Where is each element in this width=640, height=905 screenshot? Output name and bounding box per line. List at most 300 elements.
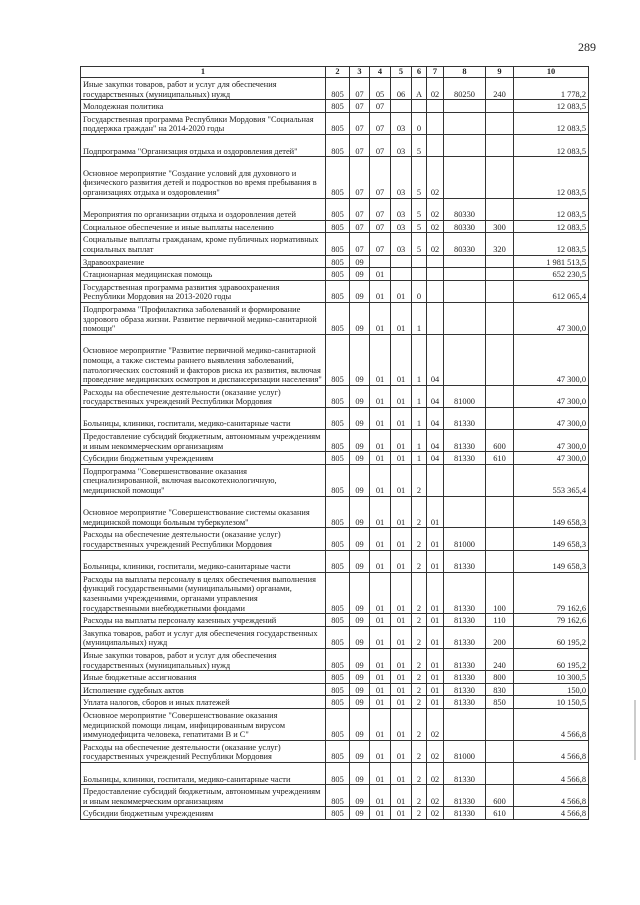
table-row [81, 100, 589, 113]
code-cell [486, 268, 514, 281]
code-cell: 01 [370, 696, 391, 709]
code-cell: 01 [370, 807, 391, 820]
code-cell: 09 [350, 807, 370, 820]
table-row [81, 157, 589, 198]
row-name: Больницы, клиники, госпитали, медико-санитарные части [81, 550, 326, 572]
code-cell [486, 385, 514, 407]
code-cell [427, 302, 444, 334]
table-row [81, 452, 589, 465]
header-cell: 9 [486, 67, 514, 78]
code-cell [486, 550, 514, 572]
code-cell: 2 [412, 648, 427, 670]
code-cell: 81330 [444, 626, 486, 648]
header-cell: 3 [350, 67, 370, 78]
header-cell: 7 [427, 67, 444, 78]
code-cell [427, 464, 444, 496]
code-cell [486, 134, 514, 156]
code-cell: 2 [412, 807, 427, 820]
table-row [81, 807, 589, 820]
code-cell [412, 255, 427, 268]
code-cell: 805 [326, 785, 350, 807]
row-name: Основное мероприятие "Совершенствование системы оказания медицинской помощи больным туберкулезом" [81, 496, 326, 528]
row-name: Больницы, клиники, госпитали, медико-санитарные части [81, 407, 326, 429]
amount-cell: 12 083,5 [514, 220, 589, 233]
code-cell: 240 [486, 78, 514, 100]
code-cell: 02 [427, 78, 444, 100]
code-cell: 01 [370, 762, 391, 784]
amount-cell: 4 566,8 [514, 762, 589, 784]
row-name: Расходы на выплаты персоналу в целях обеспечения выполнения функций государственными (муниципальными) органами, казенными учреждениями, органами управления государственными внебюджетными фондами [81, 572, 326, 613]
table-row [81, 708, 589, 740]
code-cell: 01 [370, 626, 391, 648]
amount-cell: 149 658,3 [514, 528, 589, 550]
code-cell: 03 [391, 134, 412, 156]
amount-cell: 149 658,3 [514, 496, 589, 528]
code-cell: 01 [427, 648, 444, 670]
code-cell: 01 [427, 496, 444, 528]
code-cell: 2 [412, 671, 427, 684]
code-cell [486, 280, 514, 302]
code-cell: 805 [326, 740, 350, 762]
code-cell: 805 [326, 302, 350, 334]
code-cell [427, 134, 444, 156]
code-cell: 805 [326, 671, 350, 684]
code-cell: 07 [370, 198, 391, 220]
code-cell: 805 [326, 280, 350, 302]
code-cell: 07 [370, 157, 391, 198]
code-cell: 81330 [444, 614, 486, 627]
code-cell: 2 [412, 496, 427, 528]
code-cell [486, 198, 514, 220]
code-cell: 01 [370, 430, 391, 452]
code-cell: 09 [350, 280, 370, 302]
code-cell: 01 [370, 671, 391, 684]
code-cell: 01 [370, 572, 391, 613]
code-cell: 09 [350, 334, 370, 385]
code-cell: 07 [350, 157, 370, 198]
code-cell: 01 [391, 648, 412, 670]
table-row [81, 302, 589, 334]
code-cell: 01 [370, 708, 391, 740]
code-cell [486, 528, 514, 550]
code-cell: 610 [486, 807, 514, 820]
code-cell [427, 255, 444, 268]
code-cell [486, 407, 514, 429]
table-row [81, 280, 589, 302]
code-cell: 805 [326, 255, 350, 268]
code-cell: 07 [350, 100, 370, 113]
amount-cell: 612 065,4 [514, 280, 589, 302]
code-cell: 81330 [444, 572, 486, 613]
code-cell: 01 [370, 785, 391, 807]
code-cell [391, 100, 412, 113]
code-cell: 81330 [444, 785, 486, 807]
code-cell: 2 [412, 614, 427, 627]
code-cell: 07 [350, 233, 370, 255]
amount-cell: 12 083,5 [514, 198, 589, 220]
code-cell: 07 [350, 198, 370, 220]
table-row [81, 671, 589, 684]
code-cell: 09 [350, 785, 370, 807]
table-row [81, 464, 589, 496]
row-name: Субсидии бюджетным учреждениям [81, 807, 326, 820]
code-cell: 805 [326, 112, 350, 134]
code-cell: 01 [370, 648, 391, 670]
code-cell: 1 [412, 407, 427, 429]
code-cell: 09 [350, 696, 370, 709]
code-cell: 81330 [444, 550, 486, 572]
code-cell: 01 [427, 572, 444, 613]
header-cell: 1 [81, 67, 326, 78]
code-cell: 01 [391, 407, 412, 429]
code-cell [444, 464, 486, 496]
row-name: Социальные выплаты гражданам, кроме публичных нормативных социальных выплат [81, 233, 326, 255]
table-row [81, 407, 589, 429]
code-cell [486, 100, 514, 113]
code-cell: 01 [391, 683, 412, 696]
row-name: Иные закупки товаров, работ и услуг для обеспечения государственных (муниципальных) нужд [81, 648, 326, 670]
code-cell: 805 [326, 696, 350, 709]
code-cell: 805 [326, 708, 350, 740]
code-cell: 805 [326, 648, 350, 670]
code-cell: 01 [391, 430, 412, 452]
code-cell [444, 134, 486, 156]
code-cell: 81330 [444, 648, 486, 670]
code-cell: 01 [391, 807, 412, 820]
row-name: Стационарная медицинская помощь [81, 268, 326, 281]
code-cell: 07 [350, 112, 370, 134]
code-cell: 300 [486, 220, 514, 233]
code-cell: 01 [370, 452, 391, 465]
code-cell: 02 [427, 740, 444, 762]
code-cell: 01 [370, 385, 391, 407]
table-row [81, 740, 589, 762]
row-name: Мероприятия по организации отдыха и оздоровления детей [81, 198, 326, 220]
code-cell: 800 [486, 671, 514, 684]
table-row [81, 572, 589, 613]
table-row [81, 385, 589, 407]
edge-mark [634, 700, 636, 760]
code-cell: 02 [427, 157, 444, 198]
amount-cell: 79 162,6 [514, 572, 589, 613]
code-cell: А [412, 78, 427, 100]
row-name: Государственная программа Республики Мордовия "Социальная поддержка граждан" на 2014-2020 годы [81, 112, 326, 134]
code-cell: 09 [350, 708, 370, 740]
code-cell: 805 [326, 614, 350, 627]
code-cell: 01 [391, 696, 412, 709]
code-cell: 07 [370, 220, 391, 233]
code-cell: 01 [427, 550, 444, 572]
row-name: Основное мероприятие "Совершенствование оказания медицинской помощи лицам, инфицированным вирусом иммунодефицита человека, гепатитами В и С" [81, 708, 326, 740]
code-cell: 81000 [444, 385, 486, 407]
code-cell: 80330 [444, 198, 486, 220]
code-cell: 09 [350, 268, 370, 281]
code-cell: 09 [350, 385, 370, 407]
row-name: Предоставление субсидий бюджетным, автономным учреждениям и иным некоммерческим организациям [81, 785, 326, 807]
code-cell [486, 157, 514, 198]
code-cell: 805 [326, 464, 350, 496]
amount-cell: 47 300,0 [514, 452, 589, 465]
page-number: 289 [578, 40, 596, 54]
table-row [81, 430, 589, 452]
code-cell: 805 [326, 233, 350, 255]
code-cell: 09 [350, 496, 370, 528]
code-cell: 805 [326, 496, 350, 528]
code-cell: 81330 [444, 452, 486, 465]
code-cell: 805 [326, 683, 350, 696]
code-cell: 2 [412, 708, 427, 740]
code-cell: 01 [370, 407, 391, 429]
code-cell [486, 302, 514, 334]
amount-cell: 47 300,0 [514, 430, 589, 452]
code-cell: 09 [350, 255, 370, 268]
code-cell: 02 [427, 220, 444, 233]
code-cell: 805 [326, 572, 350, 613]
row-name: Расходы на обеспечение деятельности (оказание услуг) государственных учреждений Республики Мордовия [81, 528, 326, 550]
code-cell: 01 [391, 740, 412, 762]
code-cell: 805 [326, 100, 350, 113]
code-cell: 830 [486, 683, 514, 696]
amount-cell: 60 195,2 [514, 626, 589, 648]
code-cell: 805 [326, 528, 350, 550]
code-cell: 600 [486, 785, 514, 807]
code-cell [427, 112, 444, 134]
amount-cell: 60 195,2 [514, 648, 589, 670]
code-cell: 200 [486, 626, 514, 648]
code-cell: 01 [391, 614, 412, 627]
table-row [81, 255, 589, 268]
table-row [81, 614, 589, 627]
code-cell: 2 [412, 785, 427, 807]
row-name: Социальное обеспечение и иные выплаты населению [81, 220, 326, 233]
code-cell: 1 [412, 452, 427, 465]
row-name: Молодежная политика [81, 100, 326, 113]
code-cell: 01 [370, 740, 391, 762]
code-cell: 05 [370, 78, 391, 100]
code-cell: 04 [427, 452, 444, 465]
code-cell: 09 [350, 464, 370, 496]
code-cell: 850 [486, 696, 514, 709]
code-cell [486, 112, 514, 134]
row-name: Предоставление субсидий бюджетным, автономным учреждениям и иным некоммерческим организациям [81, 430, 326, 452]
code-cell: 01 [427, 528, 444, 550]
code-cell: 600 [486, 430, 514, 452]
code-cell: 5 [412, 134, 427, 156]
code-cell: 805 [326, 134, 350, 156]
code-cell [486, 464, 514, 496]
code-cell: 805 [326, 407, 350, 429]
header-cell: 8 [444, 67, 486, 78]
table-row [81, 233, 589, 255]
amount-cell: 12 083,5 [514, 233, 589, 255]
code-cell [444, 112, 486, 134]
code-cell [444, 157, 486, 198]
code-cell: 02 [427, 708, 444, 740]
code-cell: 81330 [444, 762, 486, 784]
code-cell: 01 [391, 626, 412, 648]
amount-cell: 4 566,8 [514, 807, 589, 820]
row-name: Подпрограмма "Профилактика заболеваний и формирование здорового образа жизни. Развитие первичной медико-санитарной помощи" [81, 302, 326, 334]
row-name: Иные бюджетные ассигнования [81, 671, 326, 684]
code-cell: 81330 [444, 696, 486, 709]
code-cell: 01 [427, 626, 444, 648]
code-cell: 09 [350, 430, 370, 452]
code-cell: 01 [391, 452, 412, 465]
code-cell: 1 [412, 302, 427, 334]
code-cell: 01 [427, 696, 444, 709]
code-cell: 2 [412, 550, 427, 572]
code-cell [486, 255, 514, 268]
amount-cell: 4 566,8 [514, 740, 589, 762]
code-cell: 805 [326, 268, 350, 281]
code-cell [427, 268, 444, 281]
amount-cell: 79 162,6 [514, 614, 589, 627]
amount-cell: 150,0 [514, 683, 589, 696]
code-cell: 09 [350, 762, 370, 784]
table-row [81, 496, 589, 528]
code-cell: 80330 [444, 233, 486, 255]
amount-cell: 10 300,5 [514, 671, 589, 684]
code-cell: 80250 [444, 78, 486, 100]
row-name: Расходы на обеспечение деятельности (оказание услуг) государственных учреждений Республики Мордовия [81, 740, 326, 762]
code-cell: 04 [427, 407, 444, 429]
code-cell: 2 [412, 528, 427, 550]
code-cell: 0 [412, 280, 427, 302]
code-cell: 01 [391, 550, 412, 572]
amount-cell: 553 365,4 [514, 464, 589, 496]
code-cell: 81330 [444, 807, 486, 820]
table-row [81, 648, 589, 670]
code-cell: 07 [370, 134, 391, 156]
table-row [81, 334, 589, 385]
code-cell: 01 [370, 268, 391, 281]
code-cell: 03 [391, 157, 412, 198]
code-cell [444, 708, 486, 740]
amount-cell: 47 300,0 [514, 385, 589, 407]
row-name: Здравоохранение [81, 255, 326, 268]
row-name: Уплата налогов, сборов и иных платежей [81, 696, 326, 709]
code-cell: 01 [370, 464, 391, 496]
code-cell: 2 [412, 740, 427, 762]
code-cell: 09 [350, 614, 370, 627]
code-cell [370, 255, 391, 268]
row-name: Основное мероприятие "Развитие первичной медико-санитарной помощи, а также системы раннего выявления заболеваний, патологических состояний и факторов риска их развития, включая проведение медицинских осмотров и диспансеризации населения" [81, 334, 326, 385]
table-row [81, 112, 589, 134]
row-name: Расходы на обеспечение деятельности (оказание услуг) государственных учреждений Республики Мордовия [81, 385, 326, 407]
code-cell: 01 [370, 683, 391, 696]
code-cell [412, 268, 427, 281]
row-name: Закупка товаров, работ и услуг для обеспечения государственных (муниципальных) нужд [81, 626, 326, 648]
code-cell: 805 [326, 430, 350, 452]
code-cell: 2 [412, 683, 427, 696]
code-cell: 09 [350, 740, 370, 762]
code-cell: 01 [391, 496, 412, 528]
code-cell: 2 [412, 696, 427, 709]
table-row [81, 528, 589, 550]
code-cell [412, 100, 427, 113]
header-cell: 6 [412, 67, 427, 78]
table-row [81, 550, 589, 572]
amount-cell: 4 566,8 [514, 785, 589, 807]
code-cell: 01 [427, 671, 444, 684]
header-cell: 2 [326, 67, 350, 78]
code-cell: 03 [391, 233, 412, 255]
row-name: Подпрограмма "Организация отдыха и оздоровления детей" [81, 134, 326, 156]
code-cell: 805 [326, 807, 350, 820]
code-cell: 81000 [444, 740, 486, 762]
code-cell: 01 [391, 785, 412, 807]
code-cell: 01 [391, 334, 412, 385]
code-cell: 07 [350, 134, 370, 156]
row-name: Субсидии бюджетным учреждениям [81, 452, 326, 465]
code-cell: 805 [326, 626, 350, 648]
code-cell: 1 [412, 334, 427, 385]
amount-cell: 1 981 513,5 [514, 255, 589, 268]
code-cell: 02 [427, 807, 444, 820]
code-cell: 01 [391, 671, 412, 684]
code-cell: 09 [350, 302, 370, 334]
code-cell: 03 [391, 112, 412, 134]
code-cell: 5 [412, 233, 427, 255]
code-cell: 5 [412, 157, 427, 198]
code-cell: 81330 [444, 407, 486, 429]
code-cell: 01 [391, 572, 412, 613]
table-row [81, 785, 589, 807]
code-cell: 03 [391, 198, 412, 220]
code-cell: 07 [370, 100, 391, 113]
code-cell: 07 [370, 233, 391, 255]
amount-cell: 12 083,5 [514, 157, 589, 198]
code-cell: 5 [412, 220, 427, 233]
code-cell: 100 [486, 572, 514, 613]
code-cell: 805 [326, 385, 350, 407]
table-row [81, 626, 589, 648]
code-cell [486, 334, 514, 385]
header-cell: 4 [370, 67, 391, 78]
code-cell: 09 [350, 626, 370, 648]
code-cell [486, 496, 514, 528]
code-cell: 80330 [444, 220, 486, 233]
amount-cell: 12 083,5 [514, 100, 589, 113]
amount-cell: 12 083,5 [514, 134, 589, 156]
code-cell: 04 [427, 334, 444, 385]
code-cell [444, 255, 486, 268]
amount-cell: 1 778,2 [514, 78, 589, 100]
row-name: Расходы на выплаты персоналу казенных учреждений [81, 614, 326, 627]
code-cell: 09 [350, 683, 370, 696]
code-cell: 01 [427, 683, 444, 696]
code-cell: 0 [412, 112, 427, 134]
code-cell: 09 [350, 671, 370, 684]
code-cell [444, 496, 486, 528]
code-cell: 610 [486, 452, 514, 465]
code-cell: 1 [412, 430, 427, 452]
code-cell: 01 [391, 302, 412, 334]
code-cell: 110 [486, 614, 514, 627]
code-cell: 805 [326, 220, 350, 233]
amount-cell: 47 300,0 [514, 407, 589, 429]
code-cell: 01 [370, 550, 391, 572]
code-cell: 07 [350, 78, 370, 100]
code-cell: 01 [370, 302, 391, 334]
amount-cell: 12 083,5 [514, 112, 589, 134]
code-cell: 81330 [444, 430, 486, 452]
code-cell [444, 334, 486, 385]
code-cell [444, 100, 486, 113]
code-cell [391, 255, 412, 268]
code-cell: 805 [326, 198, 350, 220]
code-cell [427, 100, 444, 113]
